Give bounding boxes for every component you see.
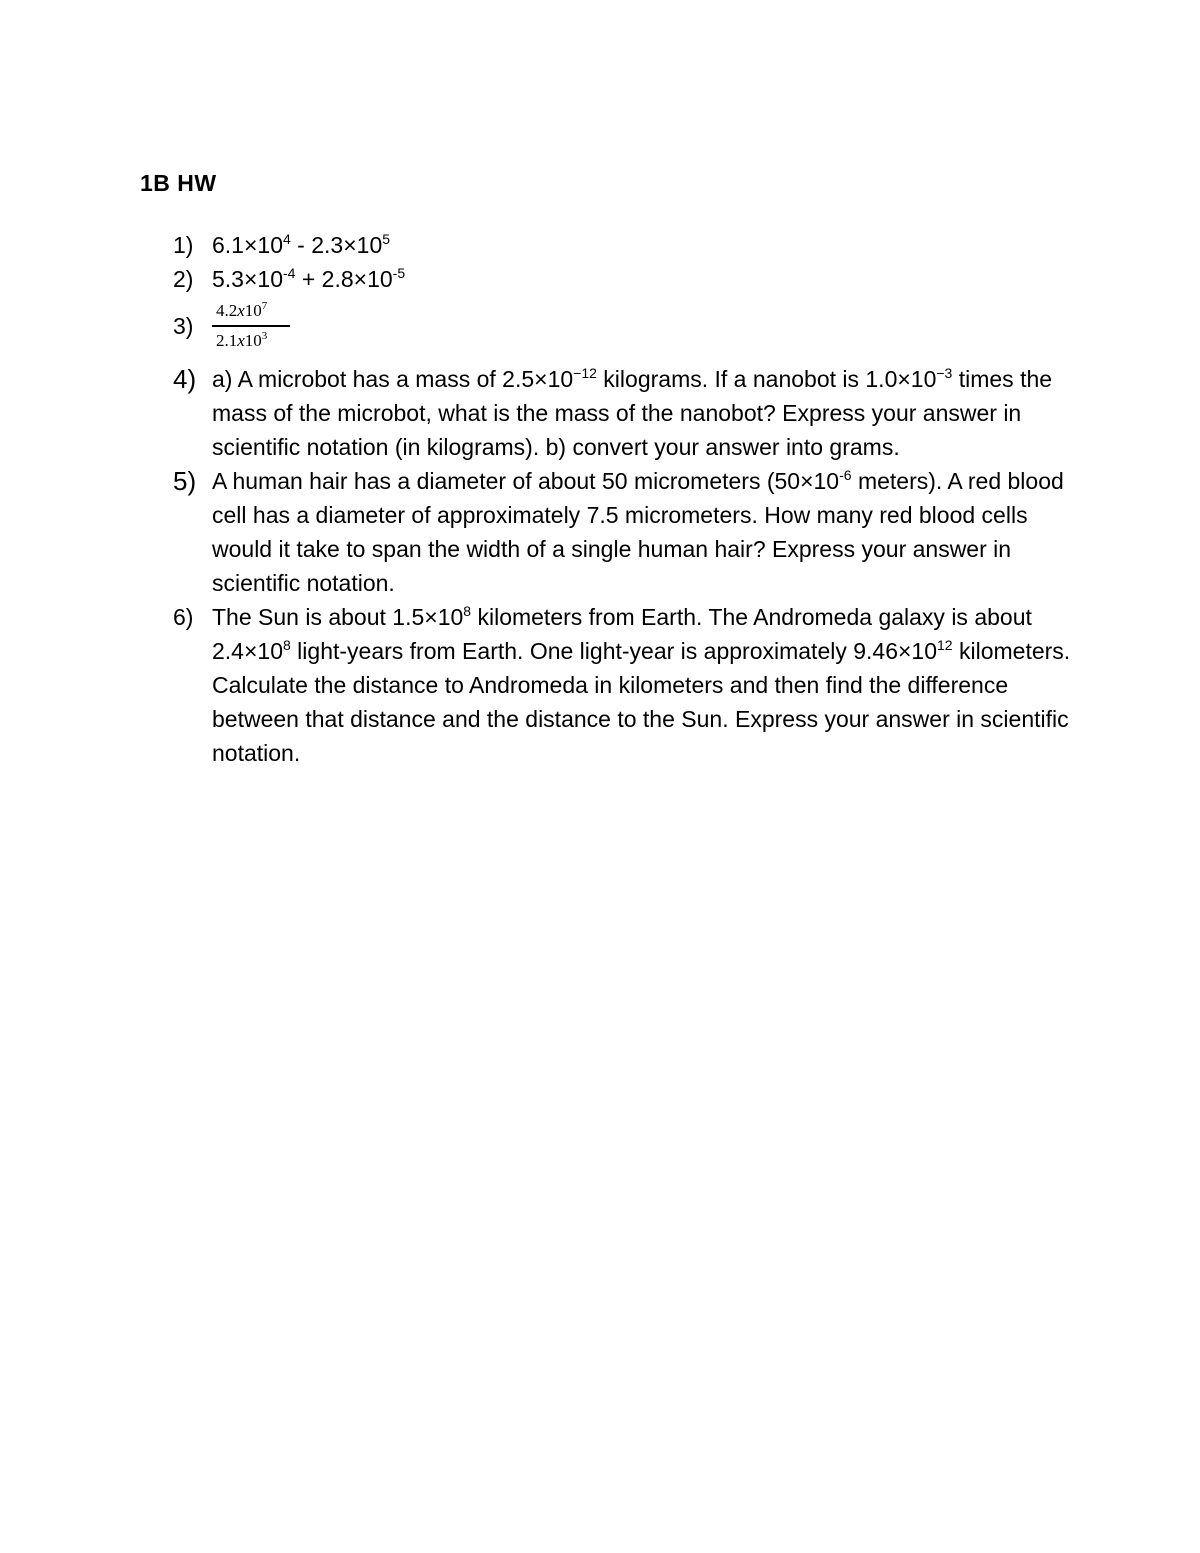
question-5	[140, 464, 1080, 600]
question-6	[140, 600, 1080, 770]
question-number: 3)	[173, 313, 194, 339]
fraction-denominator: $2.1x10^3$	[216, 329, 268, 350]
question-text: $5.3\times 10^{-4} + 2.8\times 10^{-5}$	[212, 265, 406, 292]
fraction-expression	[212, 298, 292, 354]
question-text: The Sun is about $1.5\times 10^8$ kilometers from Earth. The Andromeda galaxy is about $2.4\times 10^8$ light-years from Earth. One light-year is approximately $9.46\times 10^{12}$ kilometers. Calculate the distance to Andromeda in kilometers and then find the difference between that distance and the distance to the Sun. Express your answer in scientific notation.	[212, 603, 1071, 766]
question-number: 2)	[173, 266, 194, 292]
question-4	[140, 362, 1080, 464]
question-number: 4)	[173, 364, 197, 394]
question-text: $6.1\times 10^4 - 2.3\times 10^5$	[212, 231, 391, 258]
question-text: A human hair has a diameter of about 50 micrometers ($50\times 10^{-6}$ meters). A red blood cell has a diameter of approximately 7.5 micrometers. How many red blood cells would it take to span the width of a single human hair? Express your answer in scientific notation.	[212, 467, 1064, 596]
question-number: 5)	[173, 466, 197, 496]
question-number: 1)	[173, 232, 194, 258]
question-3	[140, 296, 1080, 362]
question-1	[140, 228, 1080, 262]
fraction-bar	[212, 325, 290, 327]
question-list	[140, 228, 1080, 770]
page-title: 1B HW	[140, 170, 217, 196]
question-number: 6)	[173, 604, 194, 630]
fraction-numerator: $4.2x10^7$	[216, 300, 268, 320]
question-2	[140, 262, 1080, 296]
question-text: a) A microbot has a mass of $2.5\times 10^{-12}$ kilograms. If a nanobot is $1.0\times 10^{-3}$ times the mass of the microbot, what is the mass of the nanobot? Express your answer in scientific notation (in kilograms). b) convert your answer into grams.	[212, 365, 1053, 460]
